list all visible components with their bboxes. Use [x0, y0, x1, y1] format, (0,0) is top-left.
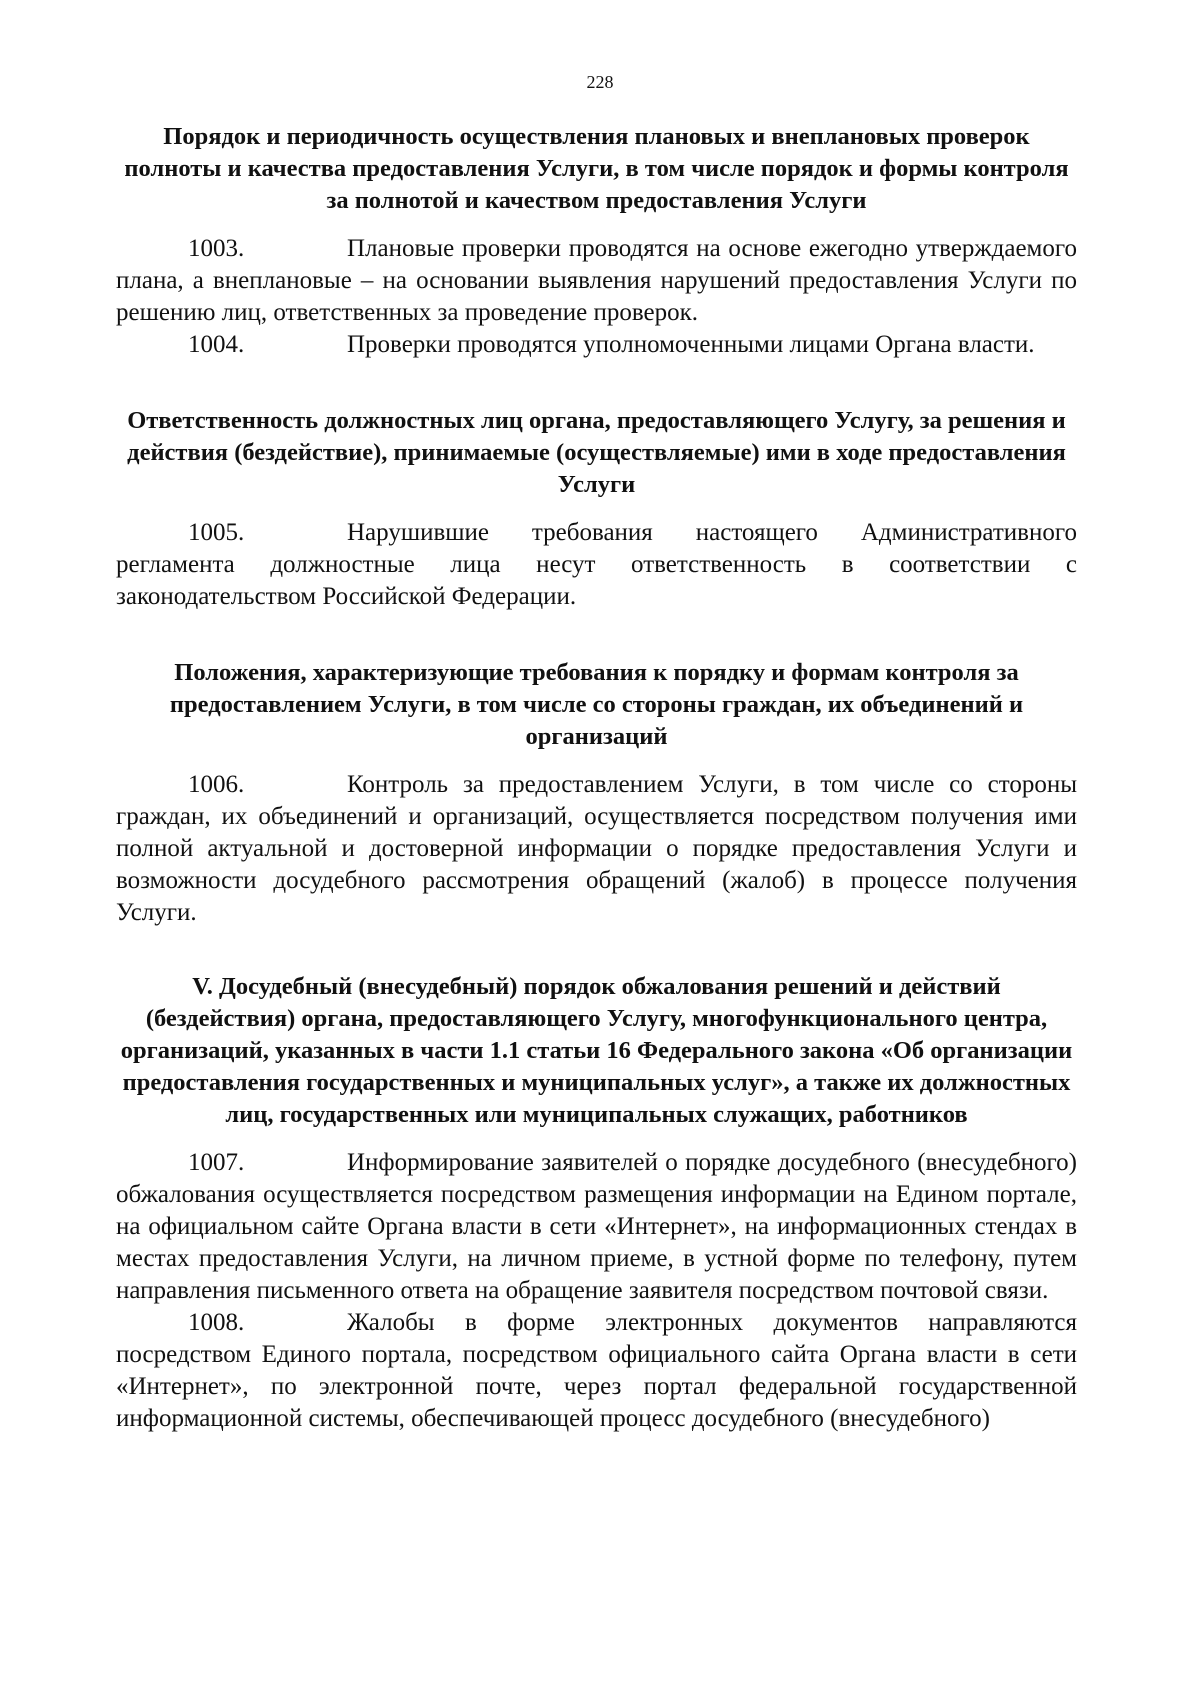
paragraph-text: Плановые проверки проводятся на основе ежегодно утверждаемого плана, а внеплановые – на основании выявления нарушений предоставления Услуги по решению лиц, ответственных за проведение проверок. — [116, 235, 1077, 326]
paragraph-text: Контроль за предоставлением Услуги, в том числе со стороны граждан, их объединений и организаций, осуществляется посредством получения ими полной актуальной и достоверной информации о порядке предоставления Услуги и возможности досудебного рассмотрения обращений (жалоб) в процессе получения Услуги. — [116, 771, 1077, 926]
section-heading-responsibility: Ответственность должностных лиц органа, предоставляющего Услугу, за решения и действия (бездействие), принимаемые (осуществляемые) ими в ходе предоставления Услуги — [127, 407, 1066, 498]
paragraph-number: 1003. — [188, 235, 245, 262]
paragraph-1003 — [116, 233, 1077, 329]
paragraph-1008 — [116, 1307, 1077, 1435]
section-heading-inspections: Порядок и периодичность осуществления плановых и внеплановых проверок полноты и качества предоставления Услуги, в том числе порядок и формы контроля за полнотой и качеством предоставления Услуги — [124, 123, 1069, 214]
paragraph-number: 1005. — [188, 519, 245, 546]
paragraph-1006 — [116, 769, 1077, 929]
page-number: 228 — [586, 72, 614, 92]
paragraph-1007 — [116, 1147, 1077, 1307]
paragraph-text: Нарушившие требования настоящего Административного регламента должностные лица несут ответственность в соответствии с законодательством Российской Федерации. — [116, 519, 1077, 610]
paragraph-1005 — [116, 517, 1077, 613]
paragraph-text: Жалобы в форме электронных документов направляются посредством Единого портала, посредством официального сайта Органа власти в сети «Интернет», по электронной почте, через портал федеральной государственной информационной системы, обеспечивающей процесс досудебного (внесудебного) — [116, 1309, 1077, 1432]
section-heading-appeal-procedure: V. Досудебный (внесудебный) порядок обжалования решений и действий (бездействия) органа, предоставляющего Услугу, многофункционального центра, организаций, указанных в части 1.1 статьи 16 Федерального закона «Об организации предоставления государственных и муниципальных услуг», а также их должностных лиц, государственных или муниципальных служащих, работников — [120, 973, 1073, 1128]
paragraph-number: 1008. — [188, 1309, 245, 1336]
paragraph-number: 1006. — [188, 771, 245, 798]
document-body — [116, 121, 1077, 1435]
section-heading-control-requirements: Положения, характеризующие требования к порядку и формам контроля за предоставлением Услуги, в том числе со стороны граждан, их объединений и организаций — [169, 659, 1024, 750]
paragraph-number: 1007. — [188, 1149, 245, 1176]
paragraph-text: Информирование заявителей о порядке досудебного (внесудебного) обжалования осуществляется посредством размещения информации на Едином портале, на официальном сайте Органа власти в сети «Интернет», на информационных стендах в местах предоставления Услуги, на личном приеме, в устной форме по телефону, путем направления письменного ответа на обращение заявителя посредством почтовой связи. — [116, 1149, 1077, 1304]
paragraph-1004 — [116, 329, 1077, 361]
paragraph-text: Проверки проводятся уполномоченными лицами Органа власти. — [347, 331, 1035, 358]
paragraph-number: 1004. — [188, 331, 245, 358]
